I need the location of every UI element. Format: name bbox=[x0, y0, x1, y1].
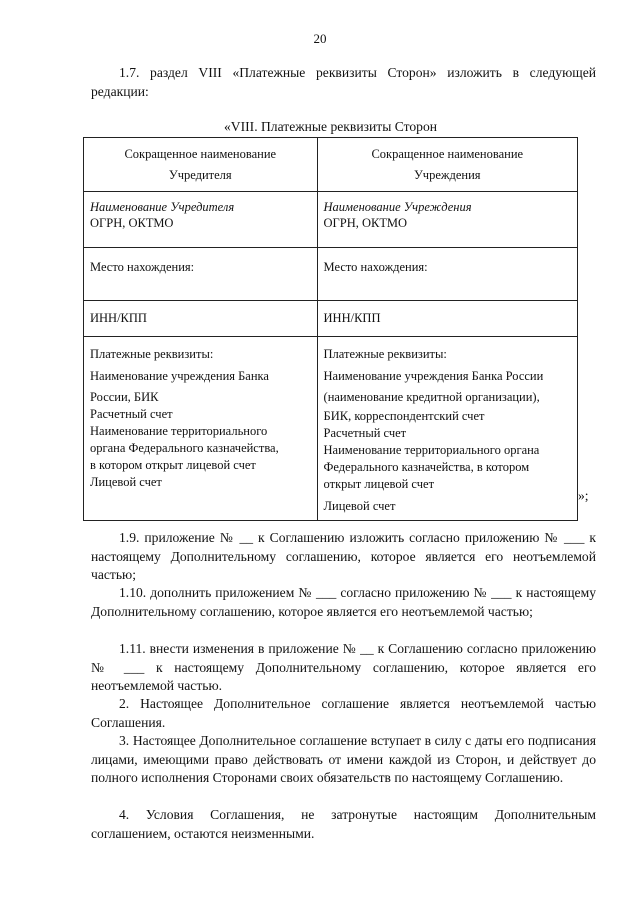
paragraph-2: 2. Настоящее Дополнительное соглашение является неотъемлемой частью Соглашения. bbox=[91, 696, 596, 730]
institution-inn-cell: ИНН/КПП bbox=[317, 301, 577, 337]
payment-line: Федерального казначейства, в котором bbox=[323, 460, 530, 474]
founder-name-label: Наименование Учредителя bbox=[90, 200, 235, 214]
payment-line: Наименование территориального органа bbox=[323, 443, 540, 457]
payment-line: открыт лицевой счет bbox=[323, 477, 435, 491]
payment-line: Расчетный счет bbox=[90, 407, 173, 421]
header-institution-line: Учреждения bbox=[413, 168, 481, 182]
header-founder-line: Учредителя bbox=[168, 168, 232, 182]
payment-line: Лицевой счет bbox=[90, 475, 162, 489]
header-founder bbox=[84, 138, 318, 192]
table-row-names bbox=[84, 192, 578, 248]
table-row-payment bbox=[84, 337, 578, 521]
paragraph-1-11: 1.11. внести изменения в приложение № __ к Соглашению согласно приложению № ___ к настоящему Дополнительному соглашению, которое является его неотъемлемой частью. bbox=[91, 641, 596, 694]
founder-location-cell: Место нахождения: bbox=[84, 248, 318, 301]
payment-line: Наименование учреждения Банка bbox=[90, 369, 269, 383]
payment-line: Наименование территориального bbox=[90, 424, 268, 438]
payment-line: (наименование кредитной организации), bbox=[323, 390, 540, 404]
header-institution-line: Сокращенное наименование bbox=[371, 147, 524, 161]
section-title: «VIII. Платежные реквизиты Сторон bbox=[224, 119, 438, 134]
paragraph-4: 4. Условия Соглашения, не затронутые настоящим Дополнительным соглашением, остаются неизменными. bbox=[91, 807, 596, 841]
payment-line: Платежные реквизиты: bbox=[323, 347, 447, 361]
payment-details-table bbox=[83, 137, 578, 521]
header-founder-line: Сокращенное наименование bbox=[124, 147, 277, 161]
paragraph-1-9: 1.9. приложение № __ к Соглашению изложить согласно приложению № ___ к настоящему Дополнительному соглашению, которое является его неотъемлемой частью; bbox=[91, 530, 596, 583]
payment-line: России, БИК bbox=[90, 390, 159, 404]
payment-line: Наименование учреждения Банка России bbox=[323, 369, 544, 383]
payment-line: БИК, корреспондентский счет bbox=[323, 409, 485, 423]
table-header-row bbox=[84, 138, 578, 192]
payment-line: Расчетный счет bbox=[323, 426, 407, 440]
institution-name-label: Наименование Учреждения bbox=[323, 200, 472, 214]
institution-payment-cell bbox=[317, 337, 577, 521]
table-row-inn bbox=[84, 301, 578, 337]
payment-line: в котором открыт лицевой счет bbox=[90, 458, 256, 472]
page-number: 20 bbox=[313, 31, 327, 46]
intro-paragraph: 1.7. раздел VIII «Платежные реквизиты Сторон» изложить в следующей редакции: bbox=[91, 65, 596, 99]
payment-line: Платежные реквизиты: bbox=[90, 347, 214, 361]
table-row-location bbox=[84, 248, 578, 301]
payment-line: Лицевой счет bbox=[323, 499, 396, 513]
table-closing-quote: »; bbox=[578, 488, 589, 503]
founder-inn-cell: ИНН/КПП bbox=[84, 301, 318, 337]
paragraph-1-10: 1.10. дополнить приложением № ___ согласно приложению № ___ к настоящему Дополнительному соглашению, которое является его неотъемлемой частью; bbox=[91, 585, 596, 619]
founder-name-cell bbox=[84, 192, 318, 248]
paragraph-3: 3. Настоящее Дополнительное соглашение вступает в силу с даты его подписания лицами, имеющими право действовать от имени каждой из Сторон, и действует до полного исполнения Сторонами своих обязательств по настоящему Соглашению. bbox=[91, 733, 596, 786]
institution-location-cell: Место нахождения: bbox=[317, 248, 577, 301]
founder-payment-cell bbox=[84, 337, 318, 521]
institution-name-cell bbox=[317, 192, 577, 248]
header-institution bbox=[317, 138, 577, 192]
payment-line: органа Федерального казначейства, bbox=[90, 441, 279, 455]
institution-ogrn-label: ОГРН, ОКТМО bbox=[323, 216, 407, 230]
founder-ogrn-label: ОГРН, ОКТМО bbox=[90, 216, 174, 230]
